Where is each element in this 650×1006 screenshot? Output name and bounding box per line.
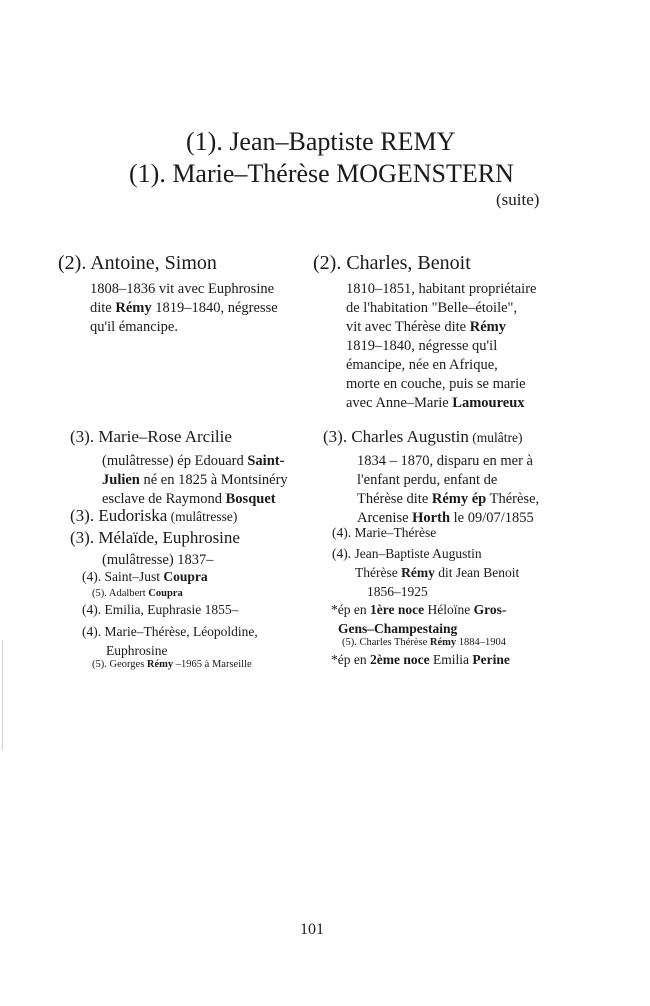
charles-therese-entry: (5). Charles Thérèse Rémy 1884–1904 bbox=[342, 637, 506, 648]
eudoriska-heading: (3). Eudoriska (mulâtresse) bbox=[70, 506, 238, 525]
georges-entry: (5). Georges Rémy –1965 à Marseille bbox=[92, 659, 252, 670]
charles-text: 1810–1851, habitant propriétaire de l'habitation "Belle–étoile", vit avec Thérèse dite Rémy 1819–1840, négresse qu'il émancipe, née en Afrique, morte en couche, puis se marie avec Anne–Marie Lamoureux bbox=[346, 281, 537, 411]
melaide-dates: (mulâtresse) 1837– bbox=[102, 552, 214, 568]
scan-margin-line bbox=[2, 640, 3, 750]
marie-rose-heading: (3). Marie–Rose Arcilie bbox=[70, 427, 232, 446]
title-line-1: (1). Jean–Baptiste REMY bbox=[186, 127, 456, 156]
title-line-2: (1). Marie–Thérèse MOGENSTERN bbox=[129, 159, 514, 188]
deuxieme-noce-entry: *ép en 2ème noce Emilia Perine bbox=[331, 652, 510, 667]
charles-augustin-heading: (3). Charles Augustin (mulâtre) bbox=[323, 427, 523, 446]
marie-rose-text: (mulâtresse) ép Edouard Saint- Julien né en 1825 à Montsinéry esclave de Raymond Bosquet bbox=[102, 453, 288, 507]
page-number: 101 bbox=[300, 921, 324, 938]
antoine-heading: (2). Antoine, Simon bbox=[58, 252, 217, 274]
charles-heading: (2). Charles, Benoit bbox=[313, 252, 471, 274]
suite-label: (suite) bbox=[496, 190, 540, 209]
adalbert-entry: (5). Adalbert Coupra bbox=[92, 588, 183, 599]
saint-just-entry: (4). Saint–Just Coupra bbox=[82, 569, 208, 584]
jean-baptiste-entry: (4). Jean–Baptiste Augustin Thérèse Rémy dit Jean Benoit 1856–1925 bbox=[332, 546, 520, 599]
marie-therese-entry: (4). Marie–Thérèse bbox=[332, 525, 437, 540]
melaide-heading: (3). Mélaïde, Euphrosine bbox=[70, 528, 240, 547]
charles-augustin-text: 1834 – 1870, disparu en mer à l'enfant perdu, enfant de Thérèse dite Rémy ép Thérèse, Arcenise Horth le 09/07/1855 bbox=[357, 453, 540, 526]
antoine-text: 1808–1836 vit avec Euphrosine dite Rémy 1819–1840, négresse qu'il émancipe. bbox=[90, 281, 278, 335]
premiere-noce-entry: *ép en 1ère noce Héloïne Gros- Gens–Champestaing bbox=[331, 602, 507, 636]
emilia-entry: (4). Emilia, Euphrasie 1855– bbox=[82, 602, 239, 617]
marie-therese-leopoldine-entry: (4). Marie–Thérèse, Léopoldine, Euphrosine bbox=[82, 624, 258, 658]
